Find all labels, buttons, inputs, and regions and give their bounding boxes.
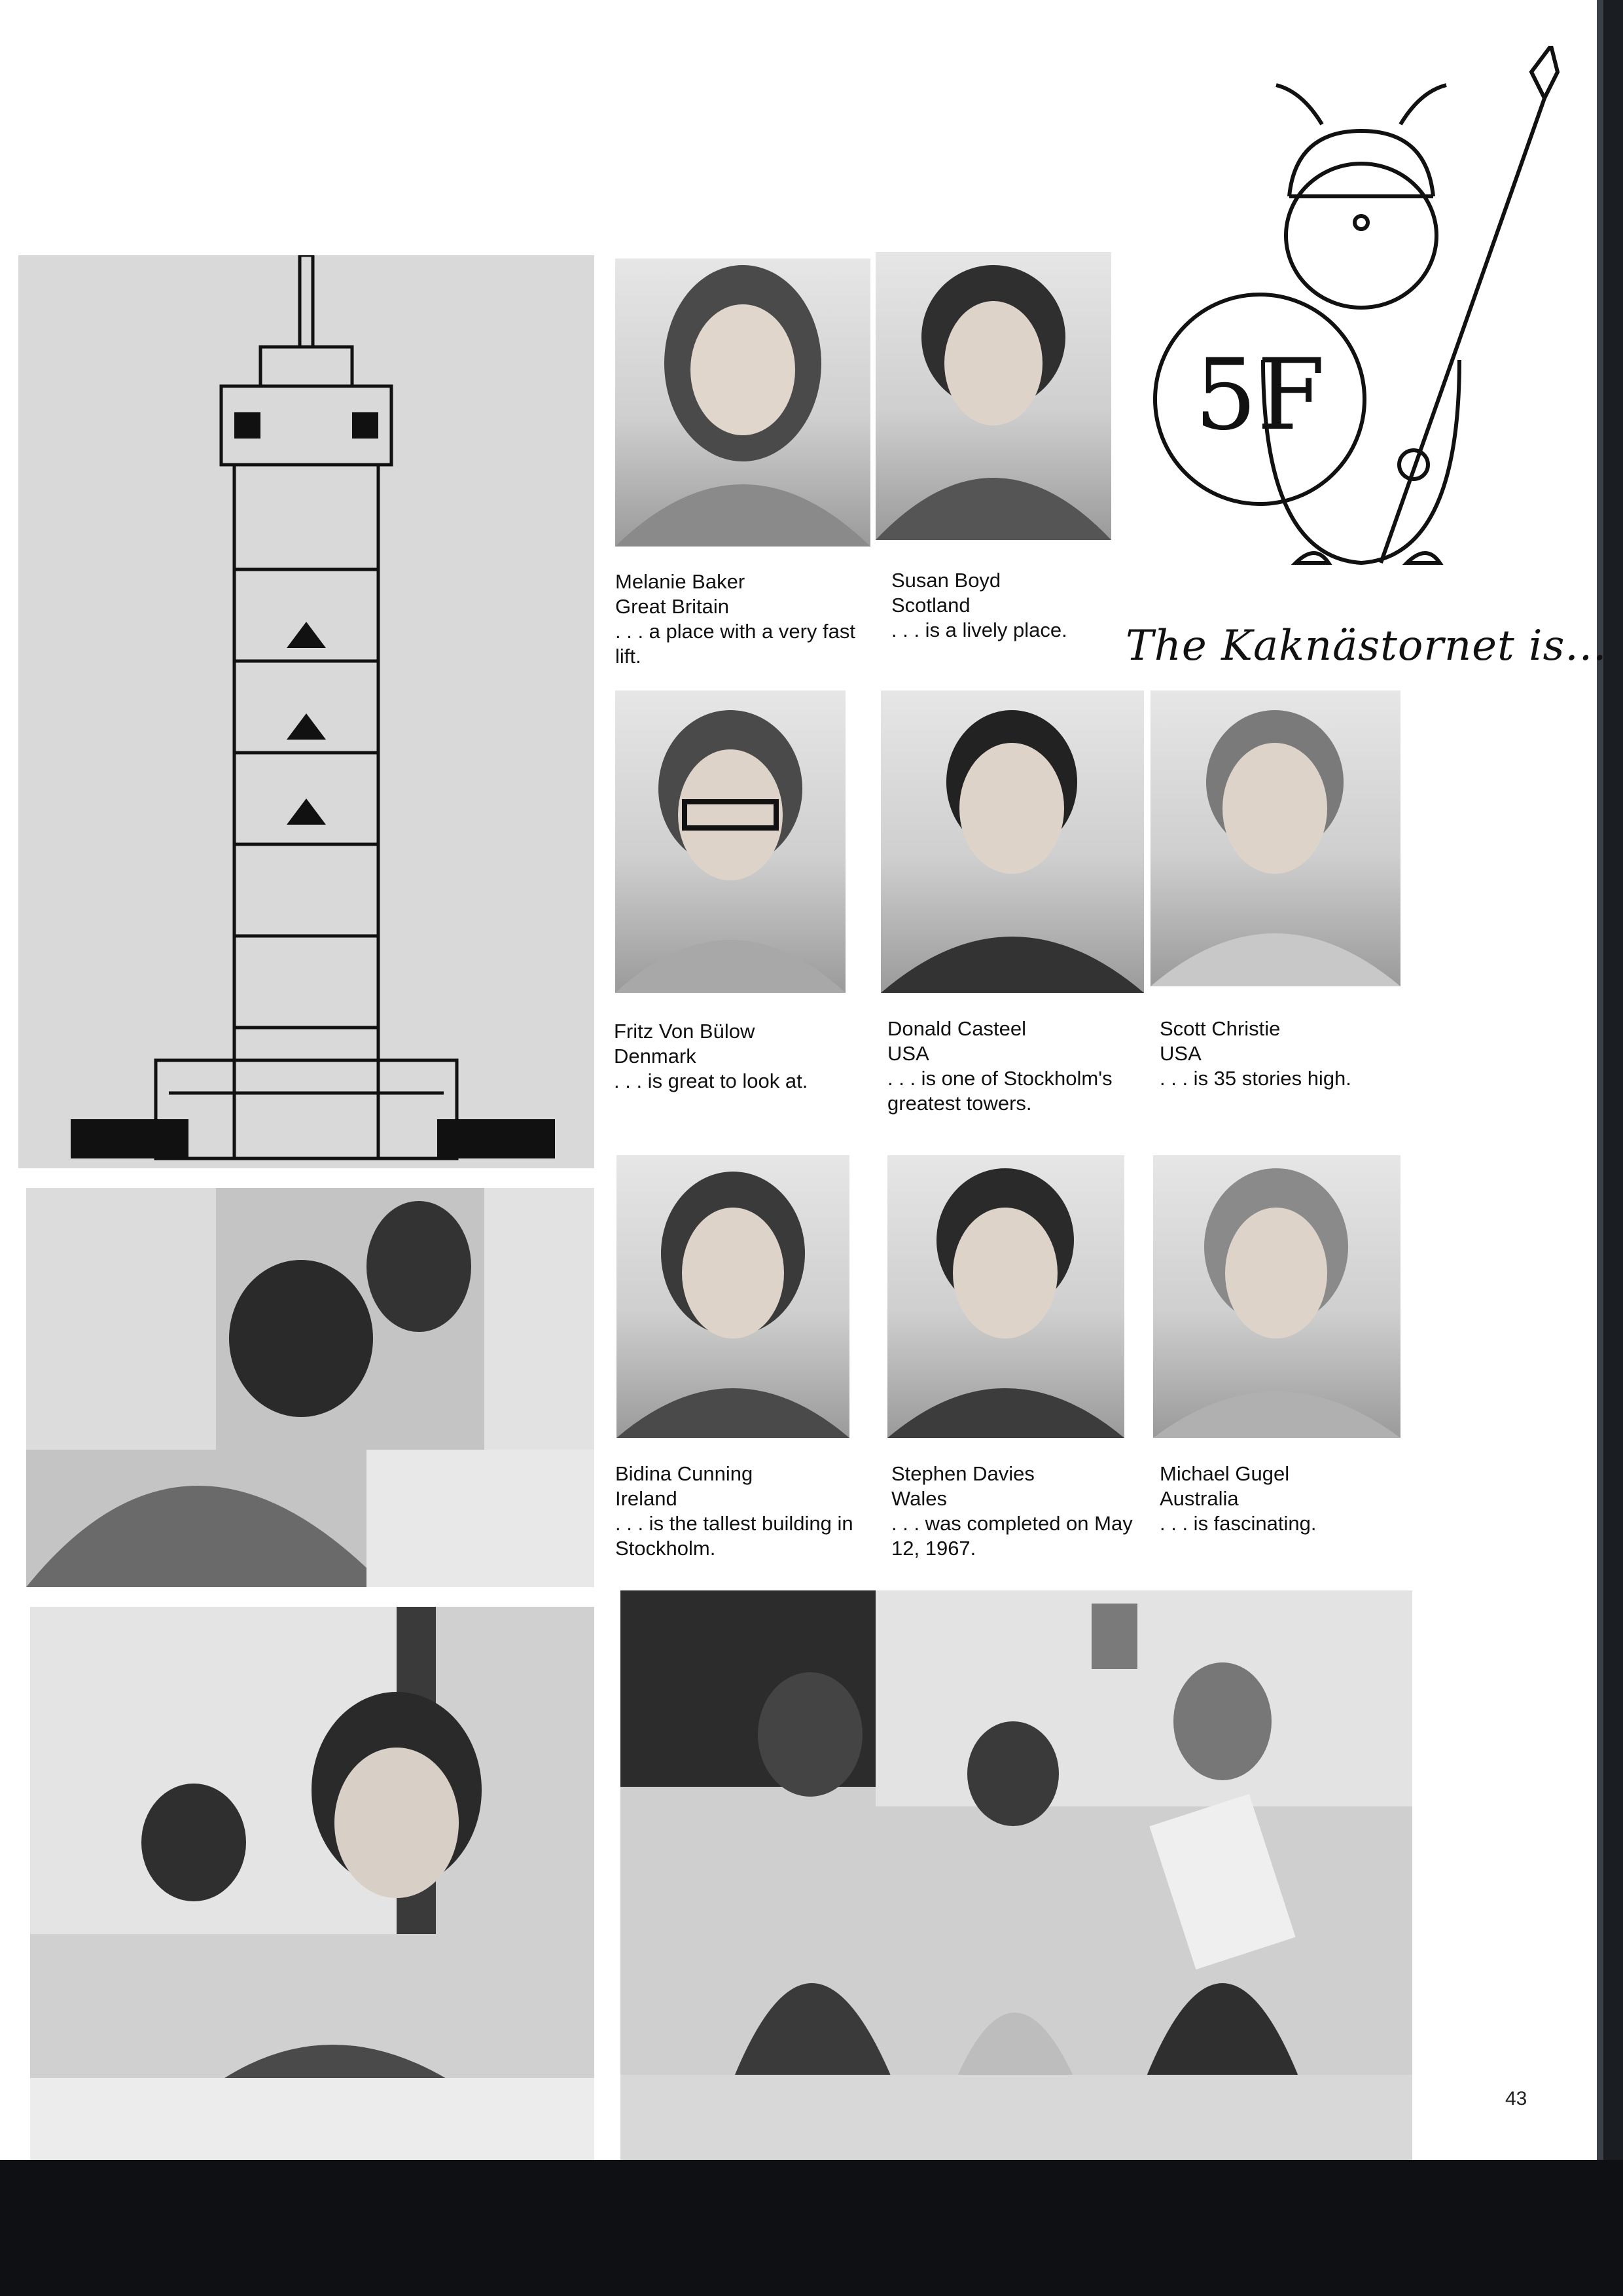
portrait-fritz-von-bulow <box>615 691 846 993</box>
portrait-susan-boyd <box>876 252 1111 540</box>
caption-susan-boyd <box>891 568 1107 643</box>
student-quote: . . . a place with a very fast lift. <box>615 620 855 668</box>
student-country: Ireland <box>615 1487 677 1510</box>
page-number: 43 <box>1505 2088 1527 2109</box>
classroom-photo-writing <box>26 1188 594 1587</box>
student-country: Scotland <box>891 594 971 617</box>
student-country: USA <box>1160 1042 1202 1065</box>
caption-melanie-baker <box>615 569 864 669</box>
caption-bidina-cunning <box>615 1462 867 1561</box>
portrait-bidina-cunning <box>616 1155 849 1438</box>
portrait-stephen-davies <box>887 1155 1124 1438</box>
portrait-michael-gugel <box>1153 1155 1400 1438</box>
portrait-donald-casteel <box>881 691 1144 993</box>
scan-background-band <box>0 2160 1623 2296</box>
caption-donald-casteel <box>887 1016 1143 1116</box>
caption-stephen-davies <box>891 1462 1143 1561</box>
student-name: Fritz Von Bülow <box>614 1020 755 1043</box>
student-name: Melanie Baker <box>615 570 745 593</box>
group-photo-students <box>620 1590 1412 2160</box>
student-country: USA <box>887 1042 929 1065</box>
student-country: Australia <box>1160 1487 1239 1510</box>
page-heading: The Kaknästornet is... <box>1126 622 1607 670</box>
logo-text: 5F <box>1194 338 1325 452</box>
student-name: Bidina Cunning <box>615 1462 753 1485</box>
caption-michael-gugel <box>1160 1462 1408 1536</box>
student-quote: . . . is a lively place. <box>891 619 1067 641</box>
student-country: Denmark <box>614 1045 696 1067</box>
portrait-scott-christie <box>1150 691 1400 986</box>
student-quote: . . . is one of Stockholm's greatest towers. <box>887 1067 1113 1115</box>
tower-drawing-photo <box>18 255 594 1168</box>
caption-scott-christie <box>1160 1016 1408 1091</box>
classroom-photo-studying <box>30 1607 594 2168</box>
student-country: Great Britain <box>615 595 730 618</box>
student-name: Scott Christie <box>1160 1017 1281 1040</box>
student-quote: . . . was completed on May 12, 1967. <box>891 1512 1133 1560</box>
student-name: Stephen Davies <box>891 1462 1035 1485</box>
caption-fritz-von-bulow <box>614 1019 863 1094</box>
student-name: Donald Casteel <box>887 1017 1026 1040</box>
student-name: Susan Boyd <box>891 569 1001 592</box>
student-quote: . . . is fascinating. <box>1160 1512 1317 1535</box>
student-quote: . . . is 35 stories high. <box>1160 1067 1351 1090</box>
viking-5f-logo <box>1145 46 1577 596</box>
student-quote: . . . is great to look at. <box>614 1069 808 1092</box>
portrait-melanie-baker <box>615 259 870 547</box>
student-quote: . . . is the tallest building in Stockholm. <box>615 1512 853 1560</box>
student-name: Michael Gugel <box>1160 1462 1290 1485</box>
student-country: Wales <box>891 1487 947 1510</box>
